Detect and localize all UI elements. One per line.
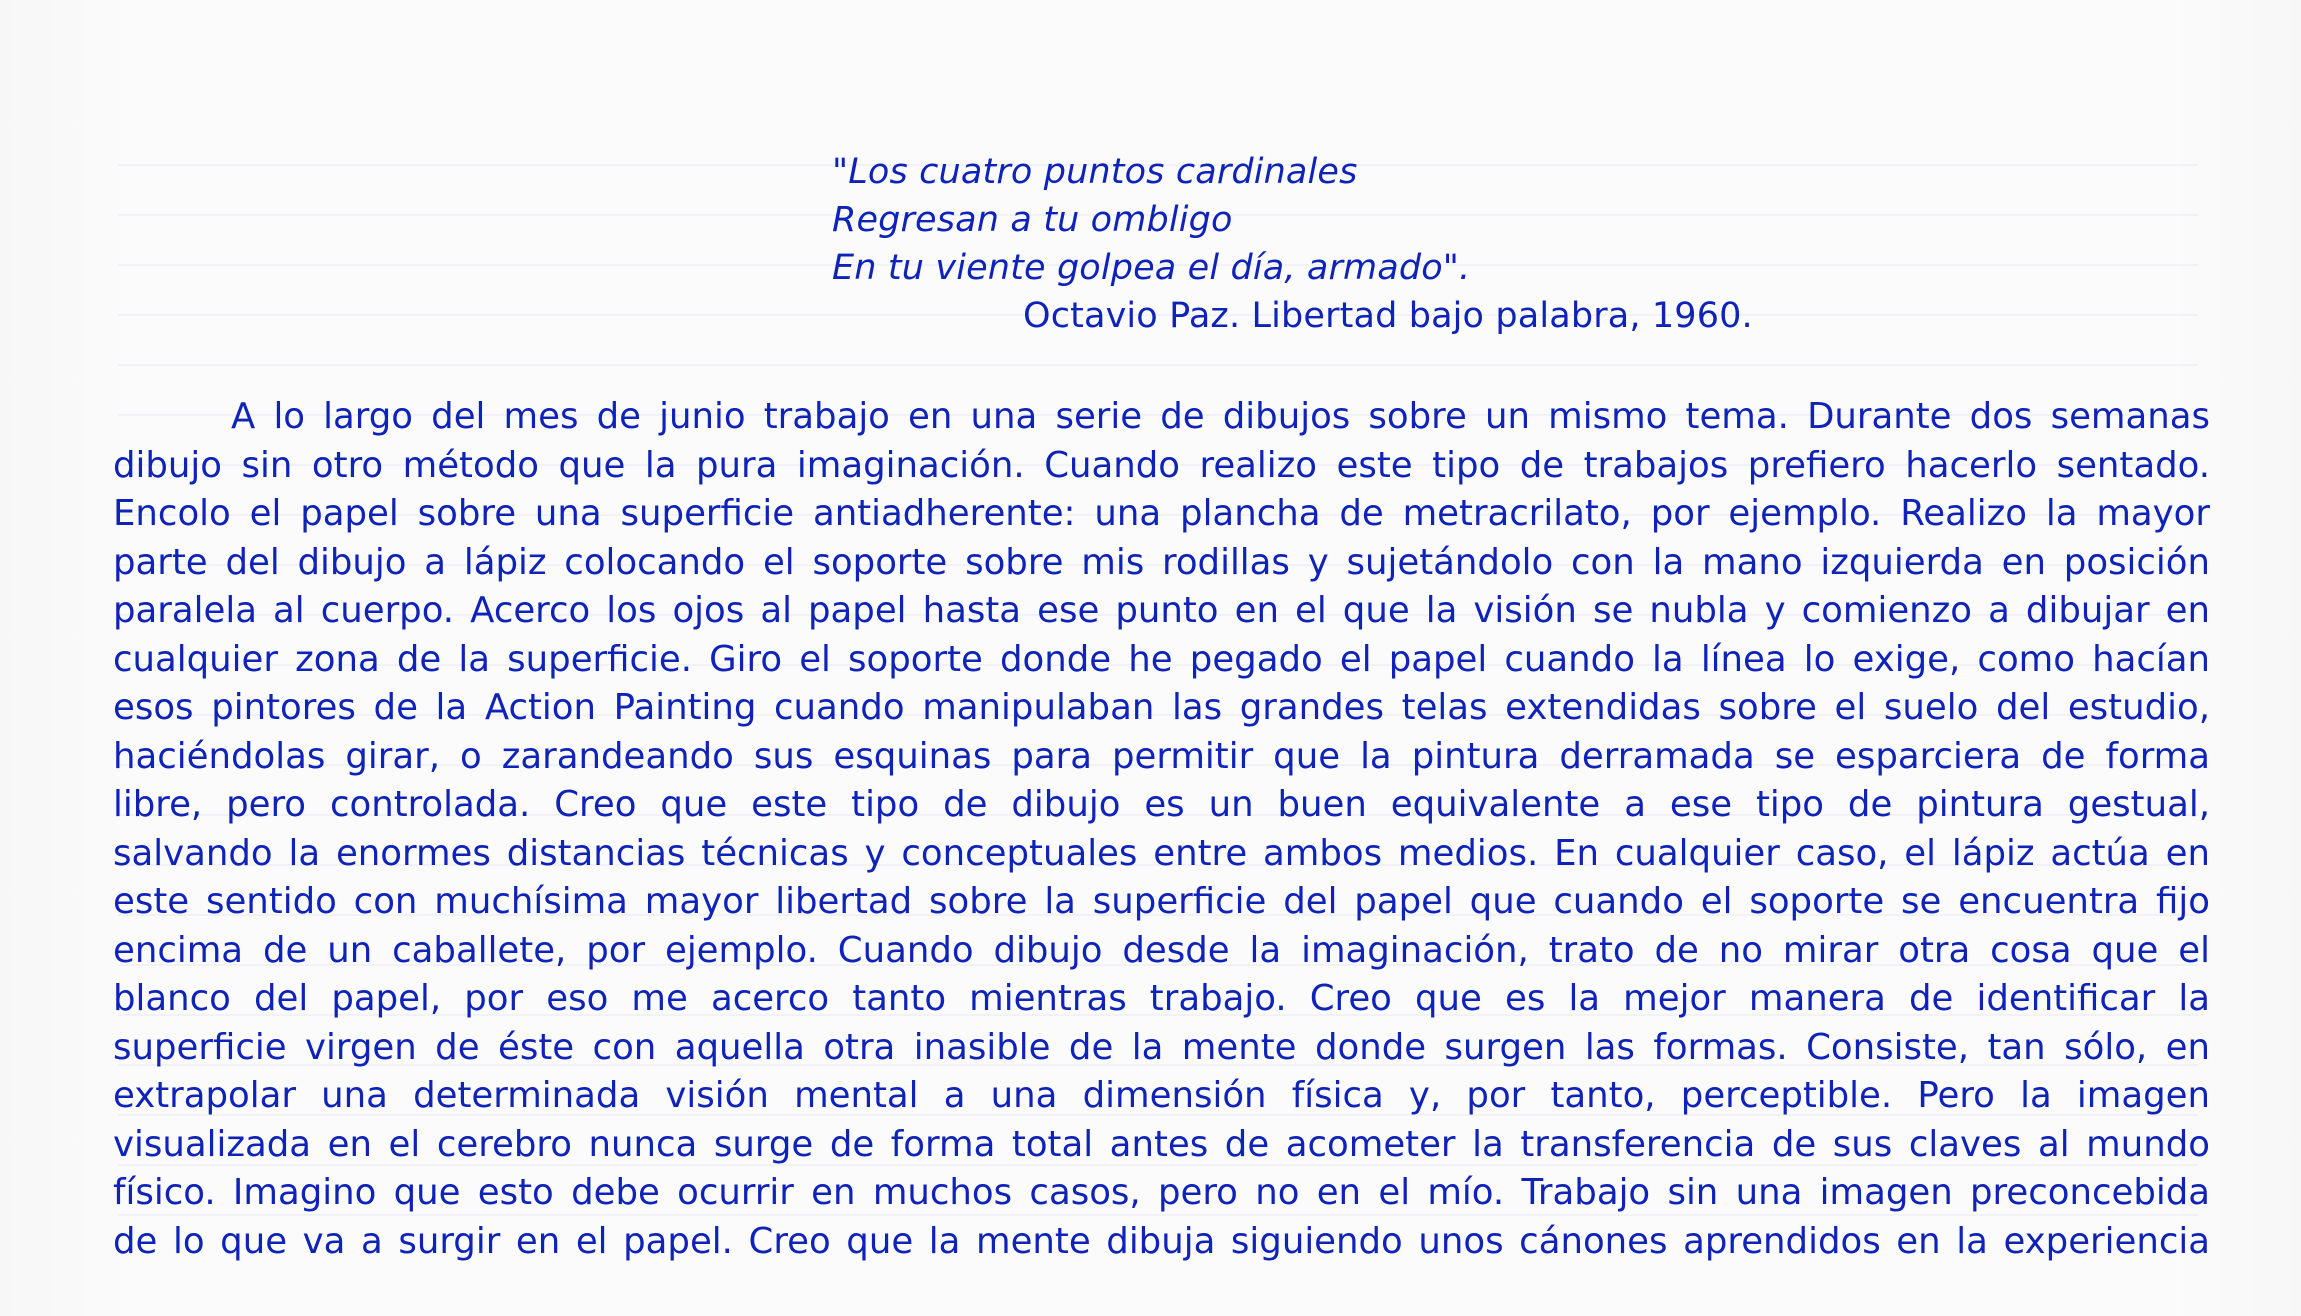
- epigraph-line: "Los cuatro puntos cardinales: [832, 152, 1358, 192]
- epigraph-line: Regresan a tu ombligo: [832, 200, 1233, 240]
- paragraph-line: esos pintores de la Action Painting cuando manipulaban las grandes telas extendidas sobre el suelo del estudio,: [113, 687, 2210, 728]
- paragraph-line: A lo largo del mes de junio trabajo en una serie de dibujos sobre un mismo tema. Durante dos semanas: [231, 396, 2210, 437]
- paragraph-line: cualquier zona de la superficie. Giro el soporte donde he pegado el papel cuando la línea lo exige, como hacían: [113, 638, 2210, 680]
- paragraph-line: este sentido con muchísima mayor libertad sobre la superficie del papel que cuando el soporte se encuentra fijo: [113, 881, 2210, 922]
- paragraph-line: parte del dibujo a lápiz colocando el soporte sobre mis rodillas y sujetándolo con la mano izquierda en posición: [113, 541, 2210, 583]
- paragraph-line: paralela al cuerpo. Acerco los ojos al papel hasta ese punto en el que la visión se nubla y comienzo a dibujar en: [113, 590, 2210, 631]
- paragraph-line: haciéndolas girar, o zarandeando sus esquinas para permitir que la pintura derramada se esparciera de forma: [113, 735, 2210, 777]
- main-paragraph: [113, 393, 2210, 1266]
- paragraph-line: de lo que va a surgir en el papel. Creo que la mente dibuja siguiendo unos cánones aprendidos en la experiencia: [113, 1220, 2210, 1262]
- paragraph-line: libre, pero controlada. Creo que este tipo de dibujo es un buen equivalente a ese tipo de pintura gestual,: [113, 784, 2210, 825]
- paragraph-line: extrapolar una determinada visión mental a una dimensión física y, por tanto, perceptible. Pero la imagen: [113, 1075, 2210, 1116]
- paragraph-line: físico. Imagino que esto debe ocurrir en muchos casos, pero no en el mío. Trabajo sin una imagen preconcebida: [113, 1172, 2210, 1213]
- paragraph-line: superficie virgen de éste con aquella otra inasible de la mente donde surgen las formas. Consiste, tan sólo, en: [113, 1026, 2210, 1068]
- paragraph-line: Encolo el papel sobre una superficie antiadherente: una plancha de metracrilato, por ejemplo. Realizo la mayor: [113, 493, 2210, 534]
- epigraph-attribution: Octavio Paz. Libertad bajo palabra, 1960.: [1023, 296, 1753, 336]
- epigraph: [832, 148, 1812, 340]
- paragraph-line: visualizada en el cerebro nunca surge de forma total antes de acometer la transferencia de sus claves al mundo: [113, 1123, 2210, 1165]
- paragraph-line: encima de un caballete, por ejemplo. Cuando dibujo desde la imaginación, trato de no mirar otra cosa que el: [113, 929, 2210, 971]
- paragraph-line: dibujo sin otro método que la pura imaginación. Cuando realizo este tipo de trabajos prefiero hacerlo sentado.: [113, 444, 2210, 486]
- paragraph-line: blanco del papel, por eso me acerco tanto mientras trabajo. Creo que es la mejor manera de identificar la: [113, 978, 2210, 1019]
- paragraph-line: salvando la enormes distancias técnicas y conceptuales entre ambos medios. En cualquier caso, el lápiz actúa en: [113, 832, 2210, 874]
- epigraph-line: En tu viente golpea el día, armado".: [832, 248, 1471, 288]
